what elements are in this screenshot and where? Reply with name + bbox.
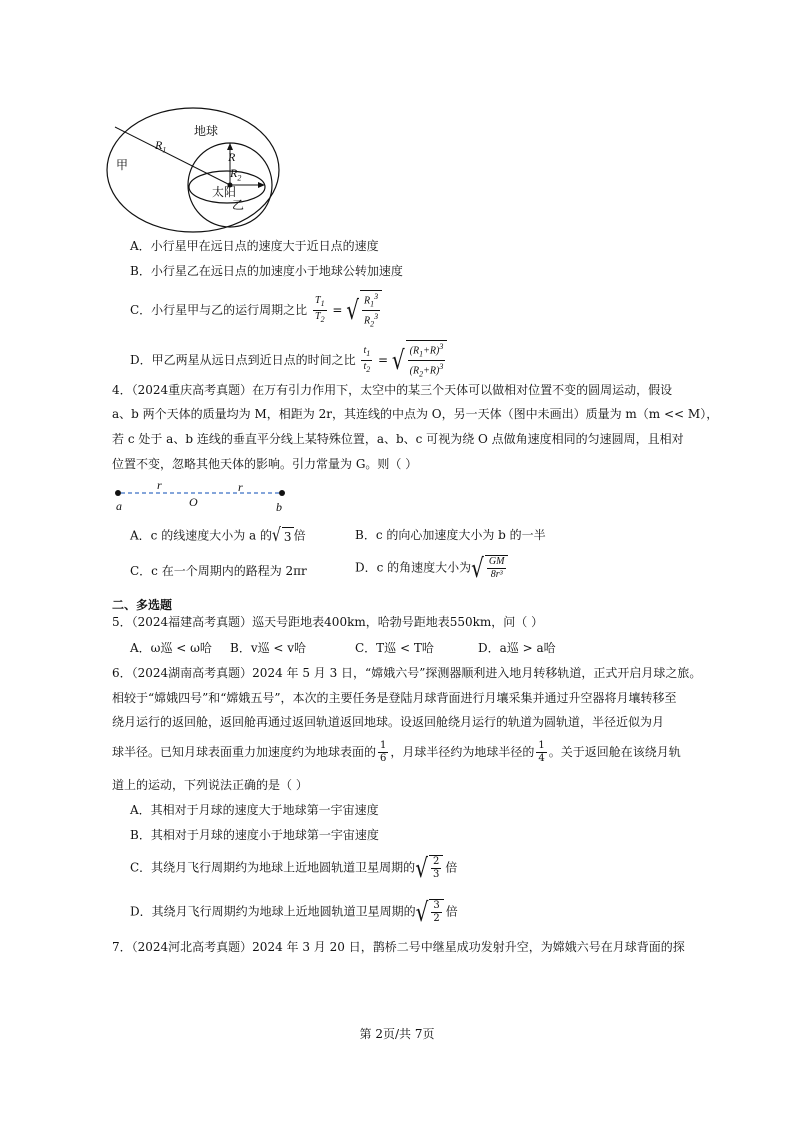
q6-line2: 相较于“嫦娥四号”和“嫦娥五号”，本次的主要任务是登陆月球背面进行月壤采集并通过升空器将月壤转移至 (112, 691, 677, 705)
page-footer: 第 2页/共 7页 (359, 1027, 435, 1041)
q6-option-c: C．其绕月飞行周期约为地球上近地圆轨道卫星周期的√ $\frac{2}{3}$ 倍 (130, 852, 458, 884)
q3-option-c: C．小行星甲与乙的运行周期之比 $\frac{T_1}{T_2}$ = √ $\frac{R_1^3}{R_2^3}$ (130, 290, 384, 331)
q5-option-b: B．v巡 < v哈 (230, 641, 307, 655)
q4-line1: 4．（2024重庆高考真题）在万有引力作用下，太空中的某三个天体可以做相对位置不变的圆周运动，假设 (112, 383, 673, 397)
q4-line4: 位置不变，忽略其他天体的影响。引力常量为 G。则（ ） (112, 457, 418, 471)
label-r2: r (238, 480, 243, 494)
orbit-jia (107, 108, 279, 232)
label-R2: $R_2$ (230, 166, 242, 183)
q5-option-c: C．T巡 < T哈 (355, 641, 434, 655)
q6-line4: 球半径。已知月球表面重力加速度约为地球表面的 $\frac{1}{6}$ ，月球半径约为地球半径的 $\frac{1}{4}$ 。关于返回舱在该绕月轨 (112, 740, 681, 764)
q5-stem: 5．（2024福建高考真题）巡天号距地表400km，哈勃号距地表550km，问（ ） (112, 615, 544, 629)
section-title: 二、多选题 (112, 598, 173, 612)
q4-option-c: C．c 在一个周期内的路程为 2πr (130, 564, 307, 578)
q6-option-a: A．其相对于月球的速度大于地球第一宇宙速度 (130, 803, 379, 817)
q5-option-d: D．a巡 > a哈 (478, 641, 556, 655)
label-sun: 太阳 (212, 185, 237, 199)
label-a: a (116, 499, 122, 513)
label-yi: 乙 (232, 198, 245, 212)
q4-option-b: B．c 的向心加速度大小为 b 的一半 (355, 528, 546, 542)
q6-line1: 6．（2024湖南高考真题）2024 年 5 月 3 日，“嫦娥六号”探测器顺利进入地月转移轨道，正式开启月球之旅。 (112, 666, 702, 680)
q6-line5: 道上的运动，下列说法正确的是（ ） (112, 778, 308, 792)
q3-option-b: B．小行星乙在远日点的加速度小于地球公转加速度 (130, 264, 403, 278)
q4-option-d: D．c 的角速度大小为√ $\frac{GM}{\text{8r³}}$ (355, 555, 510, 581)
label-R1: $R_1$ (155, 138, 167, 155)
label-O: O (189, 495, 198, 509)
q3-option-a: A．小行星甲在远日点的速度大于近日点的速度 (130, 239, 379, 253)
q7-line1: 7．（2024河北高考真题）2024 年 3 月 20 日，鹊桥二号中继星成功发射升空，为嫦娥六号在月球背面的探 (112, 940, 685, 954)
ab-diagram (112, 485, 292, 505)
q4-line3: 若 c 处于 a、b 连线的垂直平分线上某特殊位置，a、b、c 可视为绕 O 点做角速度相同的匀速圆周，且相对 (112, 432, 684, 446)
q3-option-d: D．甲乙两星从远日点到近日点的时间之比 $\frac{t_1}{t_2}$ = √ $\frac{(R_1+R)^3}{(R_2+R)^3}$ (130, 340, 449, 381)
q6-option-b: B．其相对于月球的速度小于地球第一宇宙速度 (130, 828, 379, 842)
q5-option-a: A．ω巡 < ω哈 (130, 641, 212, 655)
label-R: R (228, 150, 236, 164)
label-b: b (276, 500, 282, 514)
label-jia: 甲 (116, 158, 129, 172)
q4-line2: a、b 两个天体的质量均为 M，相距为 2r，其连线的中点为 O，另一天体（图中未画出）质量为 m（m << M）， (112, 407, 719, 421)
q6-option-d: D．其绕月飞行周期约为地球上近地圆轨道卫星周期的√ $\frac{3}{2}$ 倍 (130, 896, 458, 928)
label-r1: r (157, 478, 162, 492)
q6-line3: 绕月运行的返回舱，返回舱再通过返回轨道返回地球。设返回舱绕月运行的轨道为圆轨道，半径近似为月 (112, 715, 665, 729)
q4-option-a: A．c 的线速度大小为 a 的√ 3 倍 (130, 525, 306, 547)
label-earth: 地球 (194, 124, 219, 138)
